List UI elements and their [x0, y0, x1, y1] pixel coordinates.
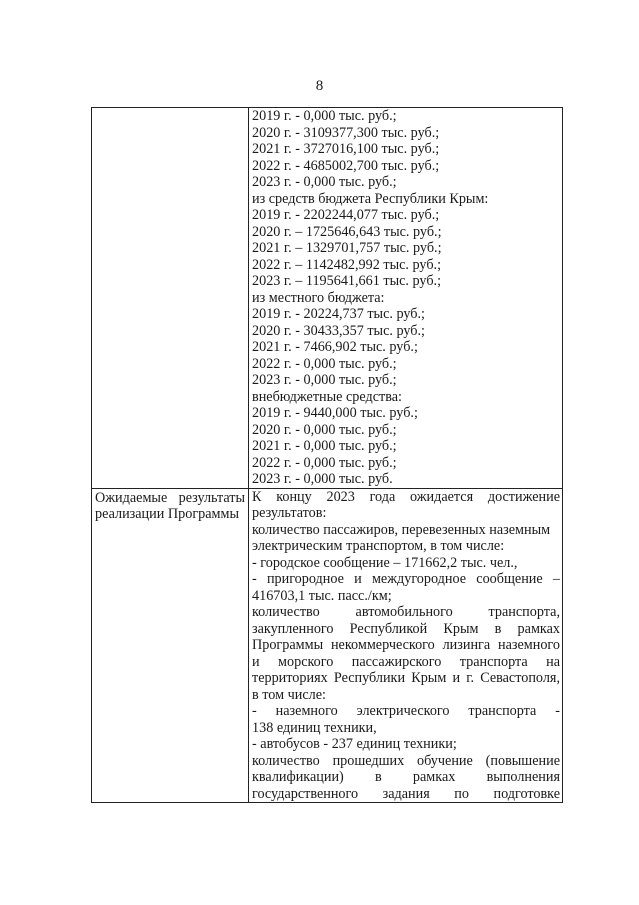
funding-line: из средств бюджета Республики Крым: — [252, 190, 489, 207]
funding-line: внебюджетные средства: — [252, 388, 402, 405]
funding-line: из местного бюджета: — [252, 289, 385, 306]
results-line: количество пассажиров, перевезенных наземным — [252, 521, 551, 538]
funding-line: 2020 г. - 0,000 тыс. руб.; — [252, 421, 397, 438]
results-label: Ожидаемые результаты реализации Программы — [95, 489, 245, 522]
results-line: К концу 2023 года ожидается достижение — [252, 488, 560, 505]
results-line: 138 единиц техники, — [252, 719, 377, 736]
funding-label — [92, 108, 248, 109]
funding-line: 2021 г. – 1329701,757 тыс. руб.; — [252, 240, 442, 256]
funding-value-cell — [249, 108, 563, 489]
funding-line: 2023 г. - 0,000 тыс. руб.; — [252, 174, 397, 190]
funding-line: 2023 г. – 1195641,661 тыс. руб.; — [252, 273, 442, 289]
results-line: территориях Республики Крым и г. Севастополя, — [252, 670, 560, 686]
results-line: количество прошедших обучение (повышение — [252, 752, 560, 769]
funding-line: 2022 г. - 4685002,700 тыс. руб.; — [252, 157, 440, 174]
results-line: - городское сообщение – 171662,2 тыс. чел., — [252, 554, 518, 571]
results-line: квалификации) в рамках выполнения — [252, 769, 560, 785]
results-line: - наземного электрического транспорта - — [252, 703, 560, 719]
funding-line: 2022 г. - 0,000 тыс. руб.; — [252, 454, 397, 471]
page-number: 8 — [315, 78, 324, 94]
funding-line: 2019 г. - 0,000 тыс. руб.; — [252, 108, 397, 124]
funding-line: 2023 г. - 0,000 тыс. руб. — [252, 471, 393, 487]
funding-line: 2019 г. - 9440,000 тыс. руб.; — [252, 405, 418, 421]
results-line: количество автомобильного транспорта, — [252, 604, 560, 620]
funding-line: 2020 г. - 3109377,300 тыс. руб.; — [252, 124, 440, 141]
funding-label-cell — [92, 108, 249, 489]
results-label-cell — [92, 488, 249, 803]
funding-line: 2023 г. - 0,000 тыс. руб.; — [252, 372, 397, 388]
results-line: закупленного Республикой Крым в рамках — [252, 620, 560, 637]
funding-line: 2022 г. – 1142482,992 тыс. руб.; — [252, 256, 442, 273]
results-line: 416703,1 тыс. пасс./км; — [252, 587, 392, 604]
results-line: Программы некоммерческого лизинга наземного — [252, 637, 560, 653]
results-line: результатов: — [252, 505, 327, 521]
results-line: - пригородное и междугородное сообщение – — [252, 571, 560, 587]
funding-line: 2021 г. - 3727016,100 тыс. руб.; — [252, 141, 440, 157]
funding-row — [92, 108, 563, 489]
results-line: государственного задания по подготовке — [252, 785, 560, 802]
funding-line: 2019 г. - 2202244,077 тыс. руб.; — [252, 207, 440, 223]
funding-line: 2020 г. – 1725646,643 тыс. руб.; — [252, 223, 442, 240]
results-line: и морского пассажирского транспорта на — [252, 653, 560, 670]
results-row — [92, 488, 563, 803]
results-line: - автобусов - 237 единиц техники; — [252, 736, 457, 752]
results-value-cell — [249, 488, 563, 803]
passport-table — [91, 107, 563, 803]
funding-line: 2022 г. - 0,000 тыс. руб.; — [252, 355, 397, 372]
funding-line: 2021 г. - 0,000 тыс. руб.; — [252, 438, 397, 454]
funding-line: 2019 г. - 20224,737 тыс. руб.; — [252, 306, 425, 322]
results-line: в том числе: — [252, 686, 326, 703]
results-line: электрическим транспортом, в том числе: — [252, 538, 505, 554]
funding-line: 2020 г. - 30433,357 тыс. руб.; — [252, 322, 425, 339]
funding-line: 2021 г. - 7466,902 тыс. руб.; — [252, 339, 418, 355]
